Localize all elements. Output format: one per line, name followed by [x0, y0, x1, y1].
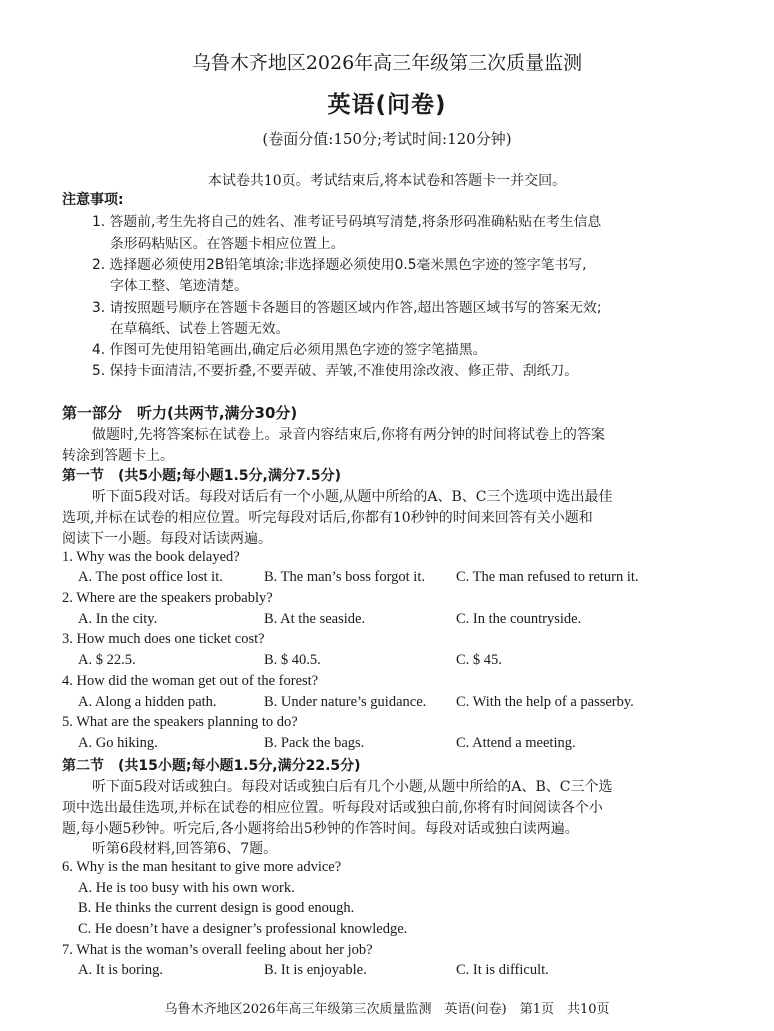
- q1-option-c: C. The man refused to return it.: [456, 569, 639, 585]
- question-5: 5. What are the speakers planning to do?: [62, 714, 298, 730]
- question-3: 3. How much does one ticket cost?: [62, 631, 265, 647]
- question-7: 7. What is the woman’s overall feeling about her job?: [62, 942, 373, 958]
- q5-option-b: B. Pack the bags.: [264, 735, 365, 751]
- notice-item-3-cont: 在草稿纸、试卷上答题无效。: [110, 321, 290, 337]
- q7-option-a: A. It is boring.: [78, 962, 163, 978]
- question-2: 2. Where are the speakers probably?: [62, 590, 273, 606]
- score-time-info: (卷面分值:150分;考试时间:120分钟): [262, 130, 512, 148]
- q3-option-b: B. $ 40.5.: [264, 652, 321, 668]
- q4-option-c: C. With the help of a passerby.: [456, 694, 634, 710]
- q4-option-a: A. Along a hidden path.: [78, 694, 217, 710]
- q2-option-a: A. In the city.: [78, 611, 158, 627]
- q5-option-c: C. Attend a meeting.: [456, 735, 576, 751]
- q1-option-a: A. The post office lost it.: [78, 569, 223, 585]
- section2-intro-line2: 项中选出最佳选项,并标在试卷的相应位置。听每段对话或独白前,你将有时间阅读各个小: [62, 800, 603, 816]
- notice-item-4: 4. 作图可先使用铅笔画出,确定后必须用黑色字迹的签字笔描黑。: [92, 342, 487, 358]
- section1-intro-line3: 阅读下一小题。每段对话读两遍。: [62, 531, 272, 547]
- q7-option-b: B. It is enjoyable.: [264, 962, 367, 978]
- q3-option-c: C. $ 45.: [456, 652, 502, 668]
- notice-item-1-cont: 条形码粘贴区。在答题卡相应位置上。: [110, 236, 345, 252]
- notice-item-3: 3. 请按照题号顺序在答题卡各题目的答题区域内作答,超出答题区域书写的答案无效;: [92, 300, 602, 316]
- q6-option-a: A. He is too busy with his own work.: [78, 880, 295, 896]
- part1-heading: 第一部分 听力(共两节,满分30分): [62, 404, 298, 422]
- notice-item-2: 2. 选择题必须使用2B铅笔填涂;非选择题必须使用0.5毫米黑色字迹的签字笔书写,: [92, 257, 587, 273]
- question-1: 1. Why was the book delayed?: [62, 549, 240, 565]
- question-6: 6. Why is the man hesitant to give more advice?: [62, 859, 342, 875]
- section1-intro-line1: 听下面5段对话。每段对话后有一个小题,从题中所给的A、B、C三个选项中选出最佳: [92, 489, 613, 505]
- q5-option-a: A. Go hiking.: [78, 735, 158, 751]
- q3-option-a: A. $ 22.5.: [78, 652, 136, 668]
- part1-intro-line1: 做题时,先将答案标在试卷上。录音内容结束后,你将有两分钟的时间将试卷上的答案: [92, 427, 605, 443]
- subject-title: 英语(问卷): [327, 92, 447, 118]
- section2-intro-line3: 题,每小题5秒钟。听完后,各小题将给出5秒钟的作答时间。每段对话或独白读两遍。: [62, 821, 579, 837]
- part1-intro-line2: 转涂到答题卡上。: [62, 448, 174, 464]
- question-4: 4. How did the woman get out of the forest?: [62, 673, 319, 689]
- q6-option-c: C. He doesn’t have a designer’s professional knowledge.: [78, 921, 408, 937]
- q2-option-c: C. In the countryside.: [456, 611, 582, 627]
- material-note: 听第6段材料,回答第6、7题。: [92, 841, 278, 857]
- section2-intro-line1: 听下面5段对话或独白。每段对话或独白后有几个小题,从题中所给的A、B、C三个选: [92, 779, 613, 795]
- notice-item-5: 5. 保持卡面清洁,不要折叠,不要弄破、弄皱,不准使用涂改液、修正带、刮纸刀。: [92, 363, 579, 379]
- q1-option-b: B. The man’s boss forgot it.: [264, 569, 425, 585]
- section1-heading: 第一节 (共5小题;每小题1.5分,满分7.5分): [62, 468, 342, 484]
- exam-title: 乌鲁木齐地区2026年高三年级第三次质量监测: [191, 52, 583, 74]
- notice-heading: 注意事项:: [62, 192, 124, 208]
- page-footer: 乌鲁木齐地区2026年高三年级第三次质量监测 英语(问卷) 第1页 共10页: [164, 1002, 610, 1017]
- section1-intro-line2: 选项,并标在试卷的相应位置。听完每段对话后,你都有10秒钟的时间来回答有关小题和: [62, 510, 593, 526]
- q6-option-b: B. He thinks the current design is good enough.: [78, 900, 355, 916]
- q7-option-c: C. It is difficult.: [456, 962, 549, 978]
- q2-option-b: B. At the seaside.: [264, 611, 366, 627]
- section2-heading: 第二节 (共15小题;每小题1.5分,满分22.5分): [62, 758, 361, 774]
- intro-line: 本试卷共10页。考试结束后,将本试卷和答题卡一并交回。: [207, 173, 567, 189]
- q4-option-b: B. Under nature’s guidance.: [264, 694, 427, 710]
- notice-item-2-cont: 字体工整、笔迹清楚。: [110, 278, 248, 294]
- notice-item-1: 1. 答题前,考生先将自己的姓名、准考证号码填写清楚,将条形码准确粘贴在考生信息: [92, 214, 602, 230]
